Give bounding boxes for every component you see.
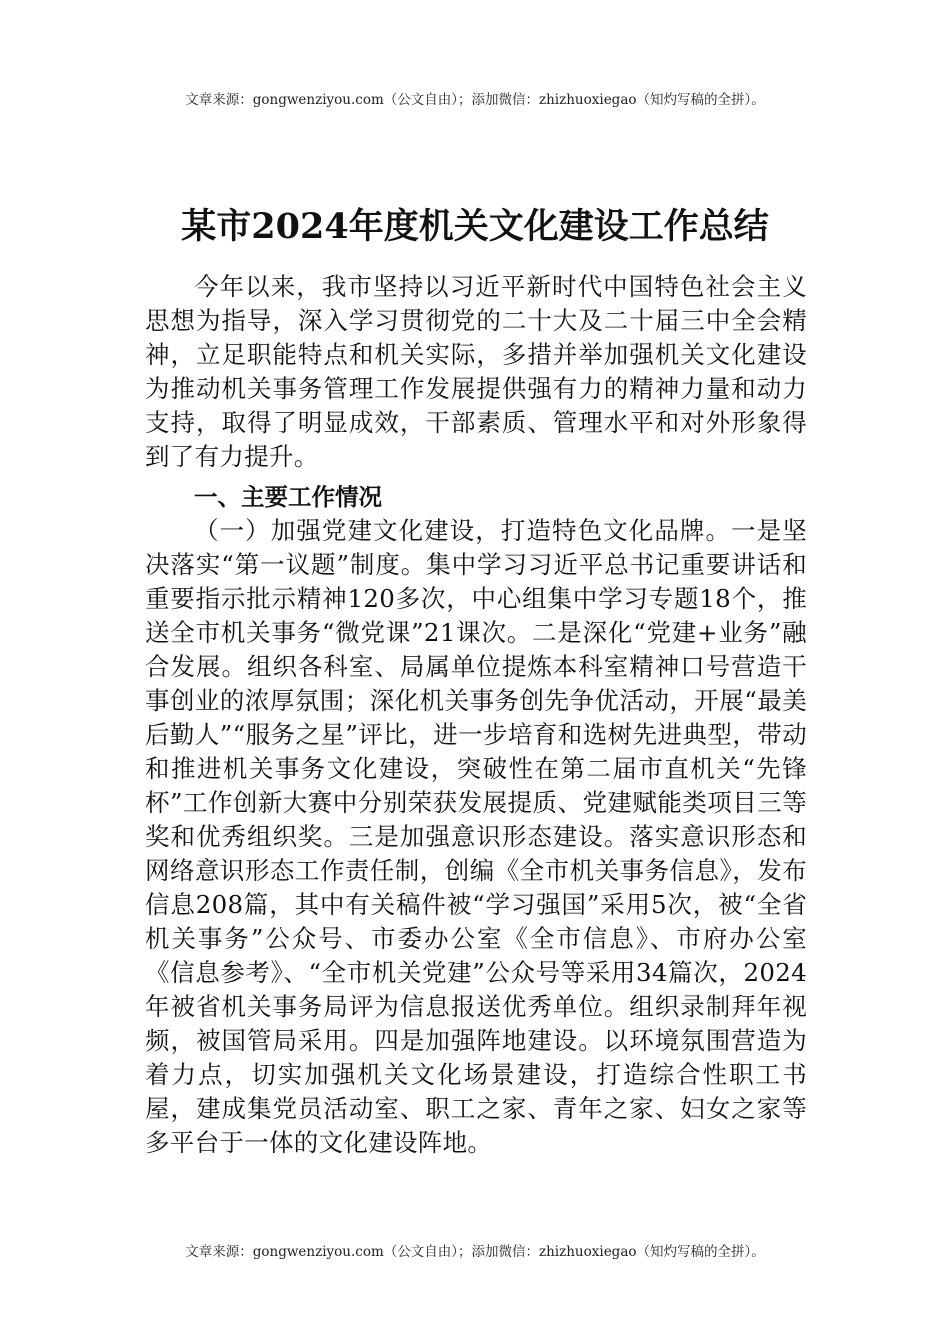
subsection-heading: （一）加强党建文化建设，打造特色文化品牌。 (194, 516, 732, 545)
document-title: 某市2024年度机关文化建设工作总结 (181, 206, 769, 248)
source-line-header: 文章来源：gongwenziyou.com（公文自由）；添加微信：zhizhuoxiegao（知灼写稿的全拼）。 (185, 92, 765, 108)
intro-paragraph: 今年以来，我市坚持以习近平新时代中国特色社会主义思想为指导，深入学习贯彻党的二十大及二十届三中全会精神，立足职能特点和机关实际，多措并举加强机关文化建设为推动机关事务管理工作发展提供强有力的精神力量和动力支持，取得了明显成效，干部素质、管理水平和对外形象得到了有力提升。 (145, 272, 807, 471)
section-heading: 一、主要工作情况 (194, 483, 382, 511)
source-line-footer: 文章来源：gongwenziyou.com（公文自由）；添加微信：zhizhuoxiegao（知灼写稿的全拼）。 (185, 1244, 765, 1260)
subsection-body: 一是坚决落实“第一议题”制度。集中学习习近平总书记重要讲话和重要指示批示精神120多次，中心组集中学习专题18个，推送全市机关事务“微党课”21课次。二是深化“党建+业务”融合发展。组织各科室、局属单位提炼本科室精神口号营造干事创业的浓厚氛围；深化机关事务创先争优活动，开展“最美后勤人”“服务之星”评比，进一步培育和选树先进典型，带动和推进机关事务文化建设，突破性在第二届市直机关“先锋杯”工作创新大赛中分别荣获发展提质、党建赋能类项目三等奖和优秀组织奖。三是加强意识形态建设。落实意识形态和网络意识形态工作责任制，创编《全市机关事务信息》，发布信息208篇，其中有关稿件被“学习强国”采用5次，被“全省机关事务”公众号、市委办公室《全市信息》、市府办公室《信息参考》、“全市机关党建”公众号等采用34篇次，2024年被省机关事务局评为信息报送优秀单位。组织录制拜年视频，被国管局采用。四是加强阵地建设。以环境氛围营造为着力点，切实加强机关文化场景建设，打造综合性职工书屋，建成集党员活动室、职工之家、青年之家、妇女之家等多平台于一体的文化建设阵地。 (145, 516, 807, 1157)
subsection-paragraph (145, 514, 807, 1160)
